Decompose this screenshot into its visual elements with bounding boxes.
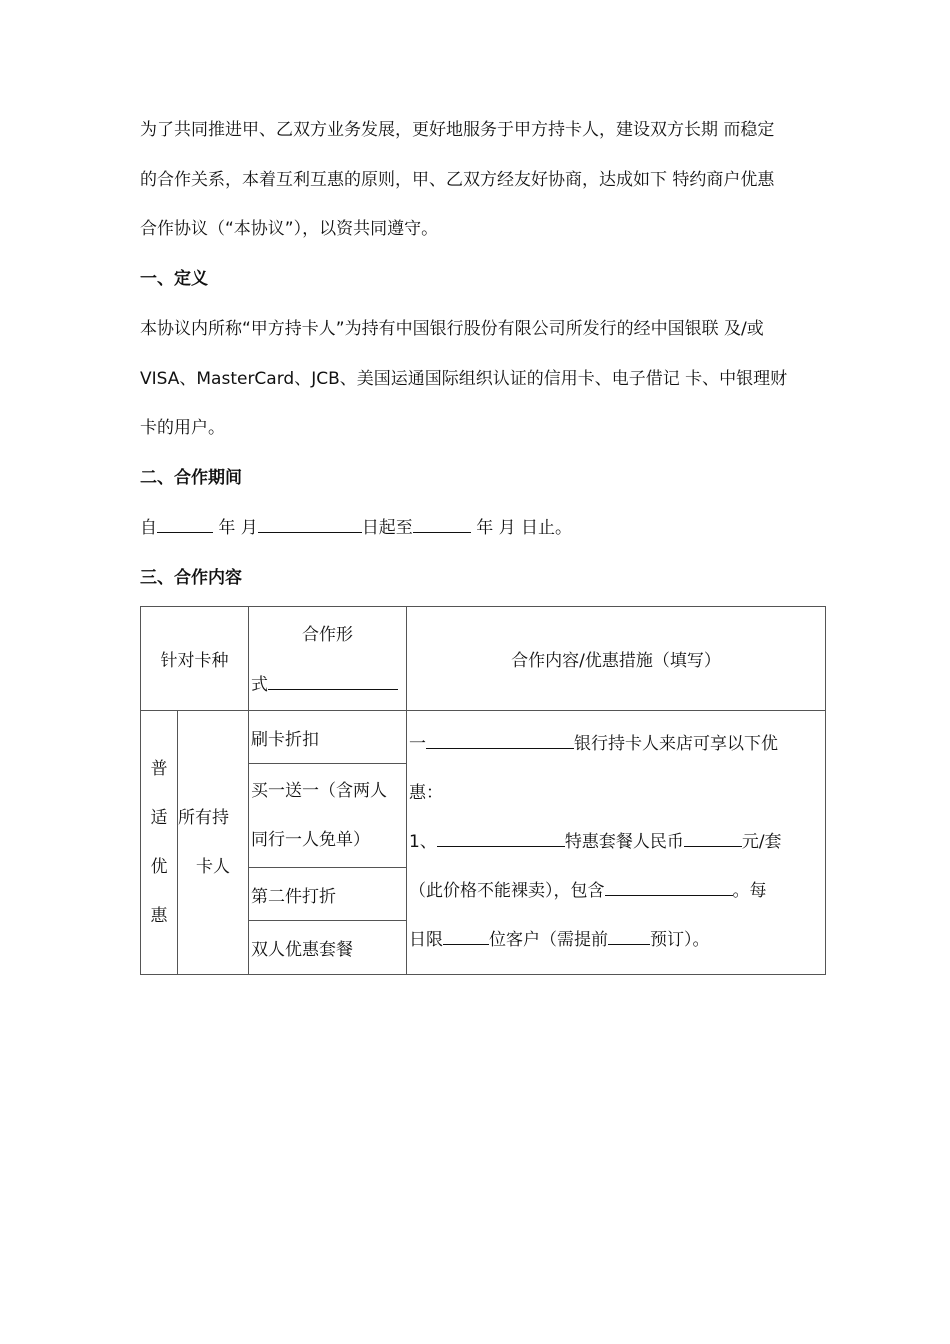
header-form-line-2 (249, 673, 406, 697)
category-cell (141, 711, 178, 975)
content-line-4 (409, 867, 825, 916)
category-char: 普 (150, 758, 168, 779)
end-year-blank[interactable] (413, 516, 471, 533)
holders-cell (178, 711, 249, 975)
content-text: （此价格不能裸卖），包含 (409, 881, 605, 901)
intro-line-2: 的合作关系，本着互利互惠的原则，甲、乙双方经友好协商，达成如下 特约商户优惠 (140, 170, 775, 190)
start-year-blank[interactable] (157, 516, 213, 533)
content-text: 。每 (732, 881, 767, 901)
period-year-month-label: 年 月 (218, 518, 258, 538)
category-char: 优 (150, 856, 168, 877)
definition-line-1: 本协议内所称“甲方持卡人”为持有中国银行股份有限公司所发行的经中国银联 及/或 (140, 319, 764, 339)
header-form-line-1: 合作形 (302, 625, 353, 645)
form-buy-one-get-one (249, 764, 407, 868)
cooperation-table (140, 606, 825, 974)
table-row (141, 711, 826, 764)
content-text: 银行持卡人来店可享以下优 (574, 734, 778, 754)
form-card-discount: 刷卡折扣 (249, 711, 407, 764)
content-text: 元/套 (741, 832, 782, 852)
header-form-char: 式 (251, 675, 268, 695)
table-header-row (141, 607, 826, 711)
form-blank[interactable] (268, 673, 398, 690)
content-text: 位客户（需提前 (489, 930, 608, 950)
category-char: 适 (150, 807, 168, 828)
content-text: 一 (409, 734, 426, 754)
form-second-item-discount: 第二件打折 (249, 868, 407, 921)
header-content: 合作内容/优惠措施（填写） (407, 607, 826, 711)
content-line-2: 惠： (409, 783, 443, 803)
definition-line-3: 卡的用户。 (140, 418, 225, 438)
section-3-heading: 三、合作内容 (140, 568, 242, 588)
price-blank[interactable] (684, 830, 742, 847)
period-from-label: 自 (140, 518, 157, 538)
content-text: 预订）。 (650, 930, 710, 950)
form-couple-package: 双人优惠套餐 (249, 921, 407, 975)
daily-limit-blank[interactable] (443, 928, 489, 945)
holders-line-1: 所有持 (178, 807, 229, 828)
start-month-day-blank[interactable] (258, 516, 362, 533)
content-text: 特惠套餐人民币 (564, 832, 684, 852)
content-line-1 (409, 720, 825, 769)
period-until-label: 日起至 (361, 518, 413, 538)
form-bogo-line-2: 同行一人免单） (251, 829, 370, 850)
category-char: 惠 (150, 905, 168, 926)
period-line (140, 516, 572, 540)
intro-line-1: 为了共同推进甲、乙双方业务发展，更好地服务于甲方持卡人，建设双方长期 而稳定 (140, 120, 775, 140)
package-contents-blank[interactable] (605, 879, 733, 896)
advance-booking-blank[interactable] (608, 928, 650, 945)
header-cooperation-form (249, 607, 407, 711)
section-1-heading: 一、定义 (140, 269, 208, 289)
package-name-blank[interactable] (437, 830, 565, 847)
content-line-5 (409, 916, 825, 965)
bank-name-blank[interactable] (426, 732, 574, 749)
holders-line-2: 卡人 (196, 856, 230, 877)
content-text: 日限 (409, 930, 443, 950)
content-line-3 (409, 818, 825, 867)
section-2-heading: 二、合作期间 (140, 468, 242, 488)
intro-line-3: 合作协议（“本协议”），以资共同遵守。 (140, 219, 439, 239)
form-bogo-line-1: 买一送一（含两人 (251, 780, 387, 801)
header-card-type: 针对卡种 (141, 607, 249, 711)
definition-line-2: VISA、MasterCard、JCB、美国运通国际组织认证的信用卡、电子借记 卡、中银理财 (140, 369, 788, 389)
period-end-label: 年 月 日止。 (476, 518, 573, 538)
content-cell (407, 711, 826, 975)
content-text: 1、 (409, 832, 437, 852)
